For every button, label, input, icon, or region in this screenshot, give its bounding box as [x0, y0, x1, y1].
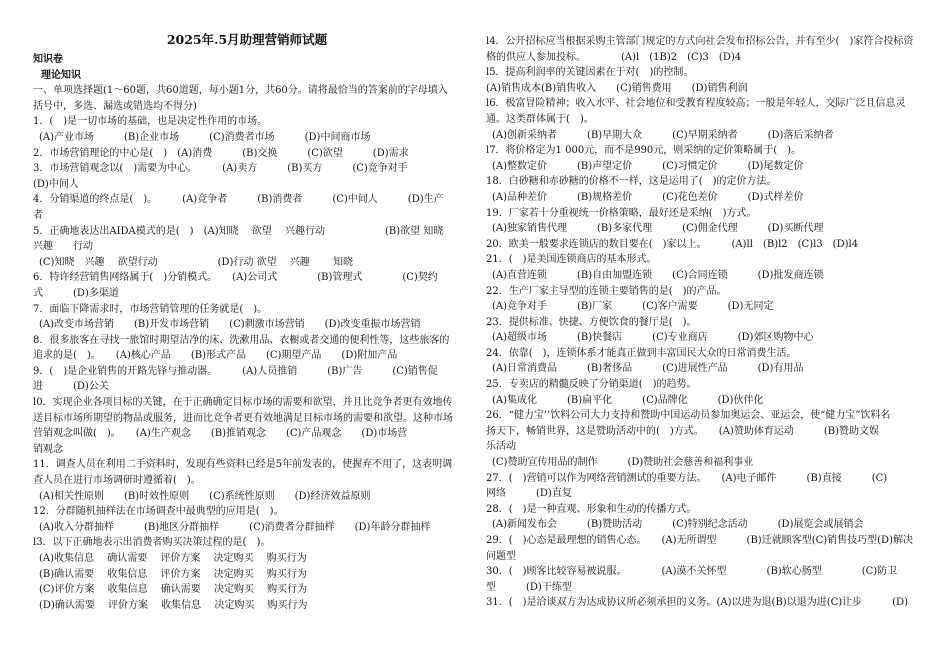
text-line: (A)竞争对手 (B)厂家 (C)客户需要 (D)无同定	[492, 301, 774, 313]
text-line: 12．分群随机抽样法在市场调查中最典型的应用是( )。	[33, 506, 284, 518]
text-line: 乐活动	[486, 441, 516, 453]
text-line: l3．以下正确地表示出消费者购买决策过程的是( )。	[33, 537, 271, 549]
text-line: 括号中，多选、漏选或错选均不得分)	[33, 100, 197, 112]
text-line: 送目标市场所期望的物品或服务，进而比竞争者更有效地满足目标市场的需要和欲望。这种市场	[33, 412, 453, 424]
text-line: 1．( )是一切市场的基础，也是决定性作用的市场。	[33, 116, 268, 128]
text-line: (A)相关性原则 (B)时效性原则 (C)系统性原则 (D)经济效益原则	[39, 490, 371, 502]
text-line: (A)产业市场 (B)企业市场 (C)消费者市场 (D)中间商市场	[39, 131, 371, 143]
text-line: 兴趣 行动	[33, 241, 93, 253]
text-line: l6．极富冒险精神；收入水平、社会地位和受教育程度较高；一般是年轻人，交际广泛且信息灵	[486, 98, 906, 110]
section-heading: 理论知识	[41, 69, 81, 81]
text-line: 通。这类群体属于( )。	[486, 113, 594, 125]
text-line: (A)集成化 (B)扁平化 (C)品牌化 (D)伙伴化	[492, 394, 764, 406]
text-line: 30．( )顾客比较容易被说服。 (A)漠不关怀型 (B)软心肠型 (C)防卫	[486, 566, 898, 578]
left-column	[33, 52, 461, 613]
text-line: 者	[33, 209, 43, 221]
text-line: 19．厂家若十分重视统一价格策略，最好还是采纳( )方式。	[486, 207, 757, 219]
text-line: 7．面临下降需求时，市场营销管理的任务就是( )。	[33, 303, 268, 315]
text-line: 11．调查人员在利用二手资料时，发现有些资料已经是5年前发表的，使握弃不用了，这表明调	[33, 459, 453, 471]
text-line: (D)中间人	[33, 178, 79, 190]
text-line: (B)确认需要 收集信息 评价方案 决定购买 购买行为	[39, 568, 307, 580]
text-line: 一、单项选择题(1～60题，共60道题，每小题1分，共60分。请将最恰当的答案前的字母填入	[33, 85, 448, 97]
text-line: 31．( )是洽谈双方为达成协议所必须承担的义务。(A)以进为退(B)以退为进(C)让步 (D)	[486, 597, 908, 609]
text-line: (A)收集信息 确认需要 评价方案 决定购买 购买行为	[39, 553, 307, 564]
text-line: 进 (D)公关	[33, 381, 109, 393]
text-line: 3．市场营销观念以( )需要为中心。 (A)卖方 (B)买方 (C)竞争对手	[33, 163, 408, 175]
text-line: 格的供应人参加投标。 (A)l (1B)2 (C)3 (D)4	[486, 51, 742, 63]
text-line: 20．欧美一般要求连锁店的数目要在( )家以上。 (A)ll (B)l2 (C)l3 (D)l4	[486, 238, 859, 250]
text-line: 5．正确地表达出AIDA模式的是( ) (A)知晓 欲望 兴趣行动 (B)欲望 知晓	[33, 225, 444, 237]
text-line: (C)赞助宣传用品的制作 (D)赞助社会慈善和福利事业	[492, 457, 754, 469]
text-line: 9．( )是企业销售的开路先锋与推动器。 (A)人员推销 (B)广告 (C)销售促	[33, 365, 438, 377]
text-line: 式 (D)多渠道	[33, 287, 119, 299]
text-line: 2．市场营销理论的中心是( ) (A)消费 (B)交换 (C)欲望 (D)需求	[33, 147, 409, 159]
text-line: l5．提高利润率的关键因素在于对( )的控制。	[486, 67, 694, 79]
text-line: (A)日常消费品 (B)奢侈品 (C)进展性产品 (D)有用品	[492, 363, 804, 375]
text-line: (A)直营连锁 (B)自由加盟连锁 (C)合同连锁 (D)批发商连锁	[492, 269, 824, 281]
text-line: 网络 (D)直复	[486, 488, 572, 500]
text-line: 28．( )是一种直观、形象和生动的传播方式。	[486, 503, 697, 515]
text-line: 追求的是( )。 (A)核心产品 (B)形式产品 (C)期望产品 (D)附加产品	[33, 350, 398, 362]
text-line: 23．提供标准、快捷、方便饮食的餐厅是( )。	[486, 316, 697, 328]
text-line: (A)新闻发布会 (B)赞助活动 (C)特别纪念活动 (D)展览会或展销会	[492, 519, 864, 531]
text-line: 营销观念叫做( )。 (A)生产观念 (B)推销观念 (C)产品观念 (D)市场营	[33, 428, 408, 440]
text-line: (C)评价方案 收集信息 确认需要 决定购买 购买行为	[39, 584, 308, 596]
text-line: 6．特许经营销售网络属于( )分销模式。 (A)公司式 (B)管理式 (C)契约	[33, 272, 438, 284]
text-line: 24．依靠( )，连锁体系才能真正做到丰富国民大众的日常消费生活。	[486, 347, 797, 359]
text-line: 8．很多旅客在寻找一旅馆时期望洁净的床、洗漱用品、衣橱或者交通的便利性等，这些旅客的	[33, 334, 450, 346]
text-line: 25．专卖店的精髓反映了分销渠道( )的趋势。	[486, 379, 697, 391]
text-line: l4．公开招标应当根据采购主管部门规定的方式向社会发布招标公告，并有至少( )家符合投标资	[486, 36, 914, 47]
text-line: (A)收入分群抽样 (B)地区分群抽样 (C)消费者分群抽样 (D)年龄分群抽样	[39, 521, 431, 533]
text-line: 型 (D)干练型	[486, 581, 572, 593]
text-line: 27．( )营销可以作为网络营销测试的重要方法。 (A)电子邮件 (B)直接 (C)	[486, 472, 888, 484]
text-line: 26．“健力宝’’饮料公司大力支持和赞助中国运动员参加奥运会、亚运会，使“健力宝”饮料名	[486, 410, 891, 422]
text-line: (A)销售成本(B)销售收入 (C)销售费用 (D)销售利润	[486, 82, 748, 94]
text-line: (A)超级市场 (B)快餐店 (C)专业商店 (D)郊区购物中心	[492, 332, 814, 344]
text-line: 销观念	[33, 443, 63, 455]
text-line: (D)确认需要 评价方案 收集信息 决定购买 购买行为	[39, 599, 308, 611]
text-line: 21．( )是美国连锁商店的基本形式。	[486, 254, 657, 266]
text-line: 22．生产厂家主导型的连锁主要销售的是( )的产品。	[486, 285, 727, 297]
text-line: (C)知晓 兴趣 欲望行动 (D)行动 欲望 兴趣 知晓	[39, 256, 353, 268]
text-line: 扬天下，畅销世界，这是赞助活动中的( )方式。 (A)赞助体育运动 (B)赞助文娱	[486, 425, 879, 437]
text-line: (A)品种差价 (B)规格差价 (C)花色差价 (D)式样差价	[492, 191, 804, 203]
text-line: (A)改变市场营销 (B)开发市场营销 (C)刺激市场营销 (D)改变重振市场营销	[39, 319, 421, 331]
text-line: l0．实现企业各项目标的关键，在于正确确定目标市场的需要和欲望，并且比竞争者更有效地传	[33, 397, 453, 409]
text-line: 29．( )心态是最理想的销售心态。 (A)无所谓型 (B)迁就顾客型(C)销售技巧型(D)解决	[486, 535, 913, 546]
page-title: 2025年.5月助理营销师试题	[166, 32, 328, 47]
text-line: 问题型	[486, 550, 516, 562]
text-line: 查人员在进行市场调研时遵循着( )。	[33, 475, 201, 487]
text-line: (A)独家销售代理 (B)多家代理 (C)佣金代理 (D)买断代理	[492, 223, 824, 235]
text-line: (A)整数定价 (B)声望定价 (C)习惯定价 (D)尾数定价	[492, 160, 804, 172]
text-line: l7．将价格定为1 000元，而不是990元，则采纳的定价策略属于( )。	[486, 145, 802, 157]
right-column	[486, 34, 922, 611]
section-heading: 知识卷	[33, 54, 63, 65]
text-line: 4．分销渠道的终点是( )。 (A)竞争者 (B)消费者 (C)中间人 (D)生产	[33, 194, 444, 206]
text-line: (A)创新采纳者 (B)早期大众 (C)早期采纳者 (D)落后采纳者	[492, 129, 834, 141]
text-line: 18．白砂糖和赤砂糖的价格不一样，这是运用了( )的定价方法。	[486, 176, 777, 188]
